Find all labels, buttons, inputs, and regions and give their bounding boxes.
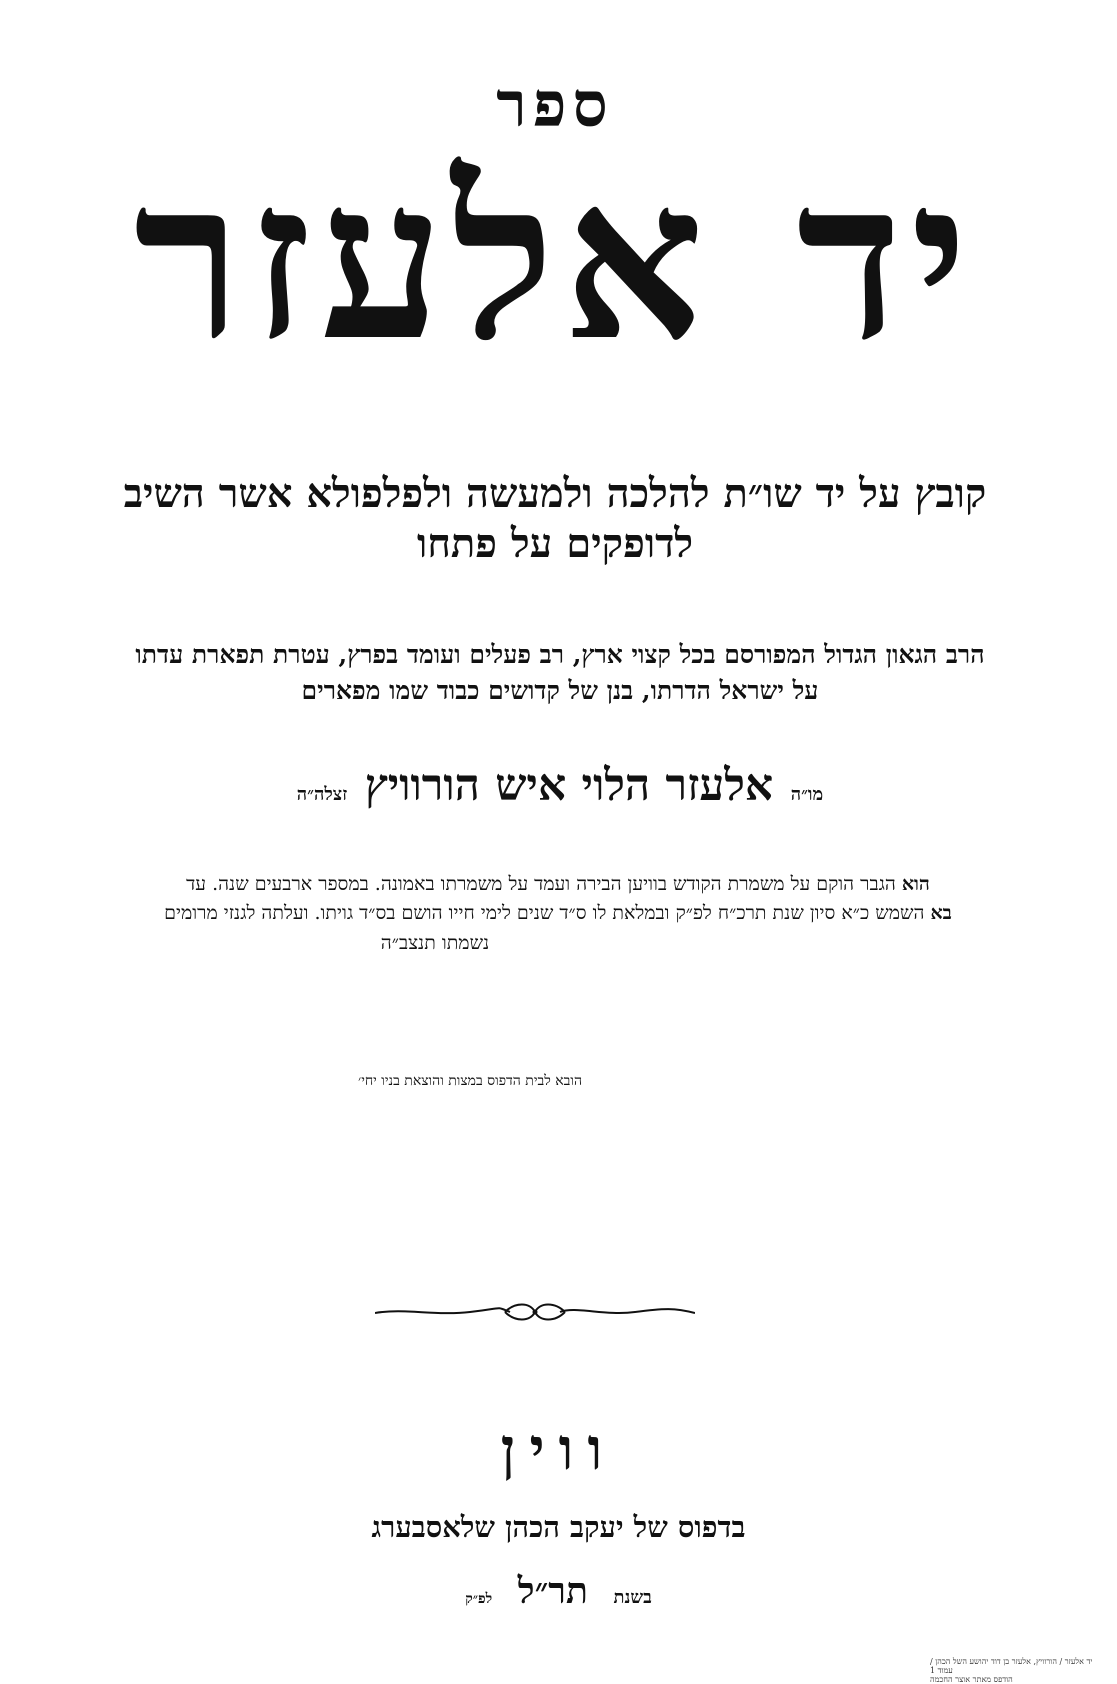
author-name-suffix: זצלה״ה [296,784,348,805]
city-name: ווין [500,1415,617,1483]
author-description-line-2: על ישראל הדרתו, בנן של קדושים כבוד שמו מפארים [301,676,819,705]
year-prefix: בשנת [613,1587,652,1608]
printer-line: בדפוס של יעקב הכהן שלאסבערג [371,1510,746,1544]
year-line [0,1570,1117,1612]
decorative-divider [375,1300,695,1326]
biography-line-2 [58,902,1058,925]
year-value: תר״ל [517,1570,588,1612]
footer-watermark [930,1658,1110,1684]
subtitle-line-1: קובץ על יד שו״ת להלכה ולמעשה ולפלפולא אשר השיב [123,470,987,517]
biography-line-2-lead: בא [930,902,952,924]
author-name-prefix: מו״ה [790,784,824,805]
author-name-line [120,760,1000,811]
footer-line-2: הודפס מאתר אוצר החכמה [930,1674,1013,1684]
footer-line-1: יד אלעזר / הורוויץ, אלעזר בן דוד יהושע השל הכהן / עמוד 1 [930,1657,1093,1675]
subtitle-line-2: לדופקים על פתחו [416,520,694,567]
biography-line-2-text: השמש כ״א סיון שנת תרכ״ח לפ״ק ובמלאת לו ס״ד שנים לימי חייו הושם בס״ד גויתו. ועלתה לגנזי מרומים [164,902,925,924]
biography-line-1 [58,873,1058,896]
author-name: אלעזר הלוי איש הורוויץ [364,760,774,811]
book-title: יד אלעזר [133,130,977,389]
biography-line-1-lead: הוא [901,873,930,895]
publisher-note: הובא לבית הדפוס במצות והוצאת בניו יחי׳ [357,1073,583,1089]
author-description-line-1: הרב הגאון הגדול המפורסם בכל קצוי ארץ, רב פעלים ועומד בפרץ, עטרת תפארת עדתו [135,640,985,669]
year-suffix: לפ״ק [465,1591,493,1607]
sefer-label: ספר [496,68,614,141]
biography-line-3: נשמתו תנצב״ה [380,932,490,954]
biography-line-1-text: הגבר הוקם על משמרת הקודש בוויען הבירה ועמד על משמרתו באמונה. במספר ארבעים שנה. עד [186,873,896,895]
